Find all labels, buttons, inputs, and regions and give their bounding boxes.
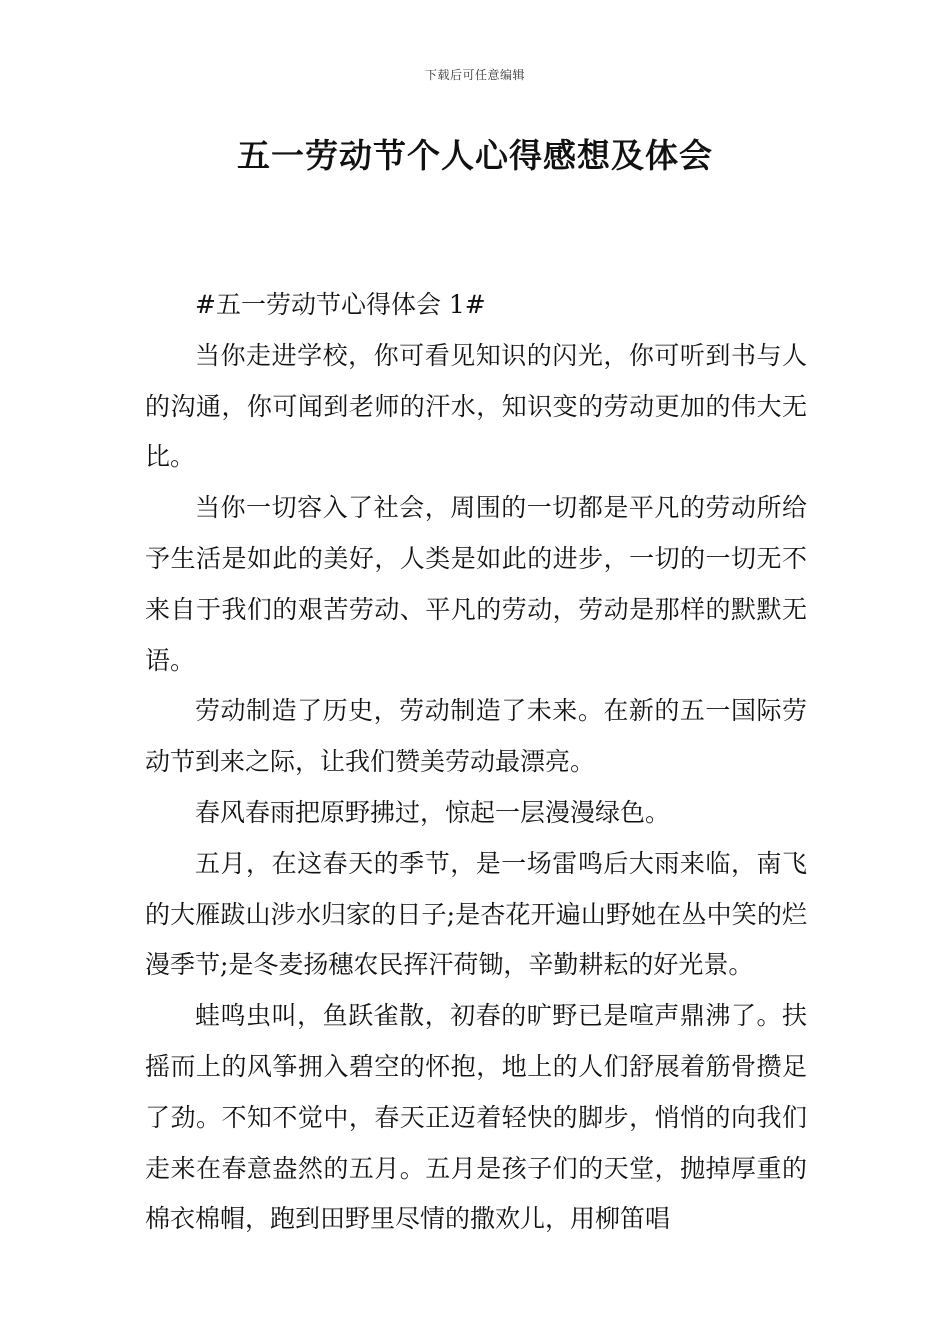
section-heading: #五一劳动节心得体会 1# (195, 290, 486, 319)
document-body (145, 280, 807, 1245)
paragraph: 春风春雨把原野拂过，惊起一层漫漫绿色。 (195, 797, 671, 827)
paragraph: 蛙鸣虫叫，鱼跃雀散，初春的旷野已是喧声鼎沸了。扶摇而上的风筝拥入碧空的怀抱，地上的人们舒展着筋骨攒足了劲。不知不觉中，春天正迈着轻快的脚步，悄悄的向我们走来在春意盎然的五月。五月是孩子们的天堂，抛掉厚重的棉衣棉帽，跑到田野里尽情的撒欢儿，用柳笛唱 (145, 1001, 807, 1234)
document-title: 五一劳动节个人心得感想及体会 (237, 136, 713, 175)
paragraph: 五月，在这春天的季节，是一场雷鸣后大雨来临，南飞的大雁跋山涉水归家的日子;是杏花开遍山野她在丛中笑的烂漫季节;是冬麦扬穗农民挥汗荷锄，辛勤耕耘的好光景。 (145, 848, 807, 980)
header-note: 下载后可任意编辑 (424, 68, 525, 82)
paragraph: 当你走进学校，你可看见知识的闪光，你可听到书与人的沟通，你可闻到老师的汗水，知识变的劳动更加的伟大无比。 (145, 340, 807, 472)
paragraph: 当你一切容入了社会，周围的一切都是平凡的劳动所给予生活是如此的美好，人类是如此的进步，一切的一切无不来自于我们的艰苦劳动、平凡的劳动，劳动是那样的默默无语。 (145, 493, 807, 675)
paragraph: 劳动制造了历史，劳动制造了未来。在新的五一国际劳动节到来之际，让我们赞美劳动最漂亮。 (145, 696, 807, 777)
